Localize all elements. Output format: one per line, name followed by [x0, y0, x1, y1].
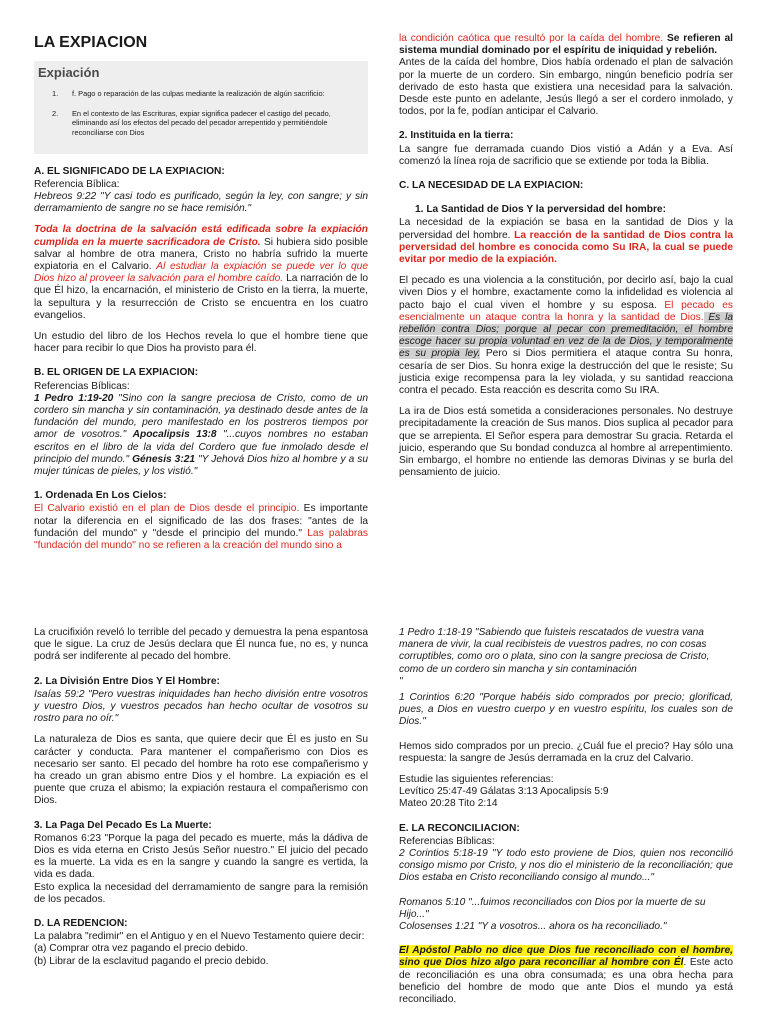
section-b2-paragraph: La sangre fue derramada cuando Dios vistió a Adán y a Eva. Así comenzó la línea roja de sacrificio que se extiende por toda la Biblia. — [399, 143, 733, 167]
study-label: Estudie las siguientes referencias: — [399, 774, 554, 786]
section-c-heading: C. LA NECESIDAD DE LA EXPIACION: — [399, 180, 584, 192]
section-e-quote-2: Romanos 5:10 "...fuimos reconciliados con Dios por la muerte de su Hijo..." — [399, 896, 706, 920]
right-column-bottom — [399, 627, 733, 1015]
section-e-quote-3: Colosenses 1:21 "Y a vosotros... ahora os ha reconciliado." — [399, 921, 667, 933]
section-c-paragraph-3: La ira de Dios está sometida a consideraciones personales. No destruye precipitadamente la creación de Sus manos. Dios suplica al pecador para que se arrepienta. El Señor espera para demostrar Su gracia. Retarda el juicio, esperando que Su bondad conduzca al hombre al arrepentimiento. Sin embargo, el hombre no entiende las demoras Divinas y se burla del pensamiento de juicio. — [399, 406, 733, 479]
right-column-top — [399, 33, 733, 489]
section-a-paragraph: Toda la doctrina de la salvación está edificada sobre la expiación cumplida en la muerte sacrificadora de Cristo. Si hubiera sido posible salvar al hombre de otra manera, Cristo no habría sufrido la muerte expiatoria en el Calvario. Al estudiar la expiación se puede ver lo que Dios hizo al proveer la salvación para el hombre caído. La narración de lo que Él hizo, la encarnación, el ministerio de Cristo en la tierra, la muerte, la sepultura y la resurrección de Cristo se encuentra en los cuatro evangelios. — [34, 224, 369, 321]
section-e-ref-label: Referencias Bíblicas: — [399, 835, 495, 847]
left-column-bottom — [34, 627, 368, 968]
section-b2-heading: 2. Instituida en la tierra: — [399, 130, 514, 142]
section-a-heading: A. EL SIGNIFICADO DE LA EXPIACION: — [34, 165, 225, 177]
list-item: (a) Comprar otra vez pagando el precio debido. — [34, 943, 249, 955]
section-c2-paragraph: La naturaleza de Dios es santa, que quiere decir que Él es justo en Su carácter y conducta. Para mantener el compañerismo con Dios es necesario ser santo. El pecado del hombre ha roto ese compañerismo y ha creado un gran abismo entre Dios y el hombre. La expiación es el puente que cruza el abismo; la expiación restaura el compañerismo con Dios. — [34, 734, 368, 807]
section-c3-heading: 3. La Paga Del Pecado Es La Muerte: — [34, 819, 212, 831]
section-e-quote-1: 2 Corintios 5:18-19 "Y todo esto proviene de Dios, quien nos reconcilió consigo mismo por Cristo, y nos dio el ministerio de la reconciliación; que Dios estaba en Cristo reconciliando consigo al mundo..." — [399, 848, 733, 884]
section-c3-paragraph-2: Esto explica la necesidad del derramamiento de sangre para la remisión de los pecados. — [34, 881, 368, 905]
definition-box-title: Expiación — [38, 65, 100, 80]
left-column-top — [34, 33, 368, 561]
continuation-paragraph: la condición caótica que resultó por la caída del hombre. Se refieren al sistema mundial dominado por el espíritu de iniquidad y rebelión. Antes de la caída del hombre, Dios había ordenado el plan de salvación por la muerte de un cordero. Sin embargo, ningún beneficio podría ser derivado de esto hasta que existiera una necesidad para la salvación. Desde este punto en adelante, Jesús llegó a ser el cordero inmolado, y todos, por la fe, podían anticipar el Calvario. — [399, 33, 733, 118]
list-item: (b) Librar de la esclavitud pagando el precio debido. — [34, 955, 269, 967]
section-b-heading: B. EL ORIGEN DE LA EXPIACION: — [34, 367, 199, 379]
section-a-paragraph-2: Un estudio del libro de los Hechos revela lo que el hombre tiene que hacer para recibir lo que Dios ha provisto para él. — [34, 331, 368, 355]
section-a-quote: Hebreos 9:22 "Y casi todo es purificado, según la ley, con sangre; y sin derramamiento de sangre no se hace remisión." — [34, 190, 368, 215]
section-a-ref-label: Referencia Bíblica: — [34, 178, 120, 190]
definition-box — [34, 61, 368, 154]
price-paragraph: Hemos sido comprados por un precio. ¿Cuál fue el precio? Hay sólo una respuesta: la sangre de Jesús derramada en la cruz del Calvario. — [399, 740, 733, 764]
section-d-heading: D. LA REDENCION: — [34, 918, 128, 930]
definition-item: 2. En el contexto de las Escrituras, expiar significa padecer el castigo del pecado, eliminando así los efectos del pecado del pecador arrepentido y permitiéndole reconciliarse con Dios — [52, 108, 331, 137]
crucifixion-paragraph: La crucifixión reveló lo terrible del pecado y demuestra la pena espantosa que le sigue. La cruz de Jesús declara que Él nunca fue, no es, y nunca podrá ser indiferente al pecado del hombre. — [34, 627, 368, 663]
study-refs-2: Mateo 20:28 Tito 2:14 — [399, 798, 498, 810]
section-c1-heading: 1. La Santidad de Dios Y la perversidad del hombre: — [415, 204, 666, 216]
study-refs-1: Levítico 25:47-49 Gálatas 3:13 Apocalipsis 5:9 — [399, 786, 609, 798]
section-b-ref-label: Referencias Bíblicas: — [34, 380, 130, 392]
section-e-heading: E. LA RECONCILIACION: — [399, 822, 520, 834]
definition-item: 1. f. Pago o reparación de las culpas mediante la realización de algún sacrificio: — [52, 89, 325, 99]
section-b1-paragraph: El Calvario existió en el plan de Dios desde el principio. Es importante notar la diferencia en el significado de las dos frases: "antes de la fundación del mundo" y "desde el principio del mundo." Las palabras "fundación del mundo" no se refieren a la creación del mundo sino a — [34, 503, 368, 552]
section-c2-quote: Isaías 59:2 "Pero vuestras iniquidades han hecho división entre vosotros y vuestro Dios, y vuestros pecados han hecho ocultar de vosotros su rostro para no oír." — [34, 688, 368, 725]
section-e-paragraph: El Apóstol Pablo no dice que Dios fue reconciliado con el hombre, sino que Dios hizo algo para reconciliar al hombre con Él. Este acto de reconciliación es una obra consumada; es una obra hecha para beneficio del hombre de modo que ante Dios el mundo ya está reconciliado. — [399, 945, 733, 1006]
definition-list — [38, 89, 362, 137]
quote-1-pedro: 1 Pedro 1:18-19 "Sabiendo que fuisteis rescatados de vuestra vana manera de vivir, la cual recibisteis de vuestros padres, no con cosas corruptibles, como oro o plata, sino con la sangre preciosa de Cristo, como de un cordero sin mancha y sin contaminación " — [399, 627, 710, 687]
section-b-quotes: 1 Pedro 1:19-20 "Sino con la sangre preciosa de Cristo, como de un cordero sin mancha y sin contaminación, ya destinado desde antes de la fundación del mundo, pero manifestado en los postreros tiempos por amor de vosotros." Apocalipsis 13:8 "...cuyos nombres no estaban escritos en el libro de la vida del Cordero que fue inmolado desde el principio del mundo." Génesis 3:21 "Y Jehová Dios hizo al hombre y a su mujer túnicas de pieles, y los vistió." — [34, 392, 369, 478]
section-d-paragraph: La palabra "redimir" en el Antiguo y en el Nuevo Testamento quiere decir: — [34, 931, 365, 943]
section-c1-paragraph: La necesidad de la expiación se basa en la santidad de Dios y la perversidad del hombre. La reacción de la santidad de Dios contra la perversidad del hombre es conocida como Su IRA, la cual se puede evitar por medio de la expiación. — [399, 217, 733, 266]
section-c-paragraph-2: El pecado es una violencia a la constitución, por decirlo así, bajo la cual viven Dios y el hombre, exactamente como la infidelidad es violencia al pacto bajo el cual viven el hombre y su esposa. El pecado es esencialmente un ataque contra la honra y la santidad de Dios. Es la rebelión contra Dios; porque al pecar con premeditación, el hombre escoge hacer su propia voluntad en vez de la de Dios, y temporalmente es su propia ley. Pero si Dios permitiera el ataque contra Su honra, cesaría de ser Dios. Su honra exige la destrucción del que le resiste; Su justicia exige recompensa para la ley violada, y su santidad reacciona contra el pecado. Esta reacción es descrita como Su IRA. — [399, 275, 733, 397]
quote-1-corintios: 1 Corintios 6:20 "Porque habéis sido comprados por precio; glorificad, pues, a Dios en vuestro cuerpo y en vuestro espíritu, los cuales son de Dios." — [399, 692, 733, 728]
section-c3-paragraph: Romanos 6:23 "Porque la paga del pecado es muerte, más la dádiva de Dios es vida eterna en Cristo Jesús Señor nuestro." El juicio del pecado es la muerte. La vida es en la sangre y cuando la sangre es vertida, la vida es dada. — [34, 832, 368, 881]
section-c2-heading: 2. La División Entre Dios Y El Hombre: — [34, 675, 220, 687]
section-b1-heading: 1. Ordenada En Los Cielos: — [34, 490, 167, 502]
page-title: LA EXPIACION — [34, 34, 148, 51]
